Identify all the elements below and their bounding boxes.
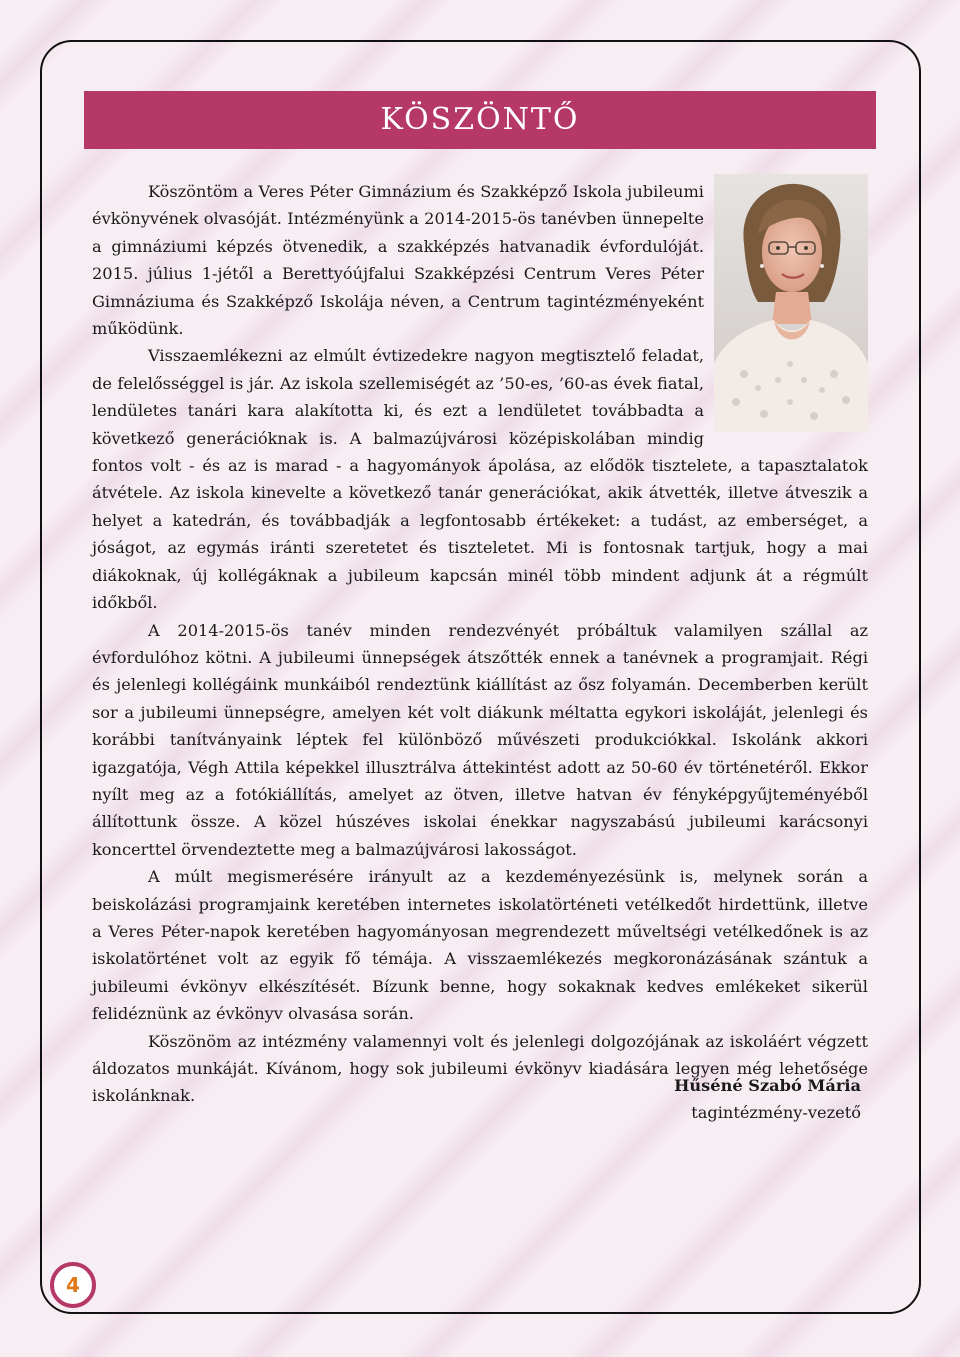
body-text [92, 178, 868, 1110]
paragraph-5: Köszönöm az intézmény valamennyi volt és jelenlegi dolgozójának az iskoláért végzett áldozatos munkáját. Kívánom, hogy sok jubileumi évkönyv kiadására legyen még lehetősége iskolánknak. [92, 1031, 868, 1106]
paragraph-3: A 2014-2015-ös tanév minden rendezvényét próbáltuk valamilyen szállal az évfordulóhoz kötni. A jubileumi ünnepségek átszőtték ennek a tanévnek a programjait. Régi és jelenlegi kollégáink munkáiból rendeztünk kiállítást az ősz folyamán. Decemberben került sor a jubileumi ünnepségre, amelyen két volt diákunk méltatta egykori iskoláját, jelenlegi és korábbi tanítványaink léptek fel különböző művészeti produkciókkal. Iskolánk akkori igazgatója, Végh Attila képekkel illusztrálva áttekintést adott az 50-60 év történetéről. Ekkor nyílt meg az a fotókiállítás, amelyet az ötven, illetve hatvan év fényképgyűjteményéből állítottunk össze. A közel húszéves iskolai énekkar nagyszabású jubileumi karácsonyi koncerttel örvendeztette meg a balmazújvárosi lakosságot. [92, 620, 868, 859]
page-title: KÖSZÖNTŐ [380, 102, 580, 137]
signature-name: Hűséné Szabó Mária [674, 1076, 861, 1095]
page-number-badge [50, 1262, 96, 1308]
paragraph-4: A múlt megismerésére irányult az a kezdeményezésünk is, melynek során a beiskolázási programjaink keretében internetes iskolatörténeti vetélkedőt hirdettünk, illetve a Veres Péter-napok keretében hagyományosan megrendezett műveltségi vetélkedőnek is az iskolatörténet volt az egyik fő témája. A visszaemlékezés megkoronázásának szántuk a jubileumi évkönyv elkészítését. Bízunk benne, hogy sokaknak kedves emlékeket sikerül felidéznünk az évkönyv olvasása során. [92, 867, 868, 1024]
photo-wrap-space [704, 178, 868, 446]
title-banner [84, 91, 876, 149]
page-number: 4 [66, 1273, 80, 1297]
signature-role: tagintézmény-vezető [691, 1103, 861, 1122]
signature-block [600, 1072, 861, 1126]
paragraph-1: Köszöntöm a Veres Péter Gimnázium és Szakképző Iskola jubileumi évkönyvének olvasóját. Intézményünk a 2014-2015-ös tanévben ünnepelte a gimnáziumi képzés ötvenedik, a szakképzés hatvanadik évfordulóját. 2015. július 1-jétől a Berettyóújfalui Szakképzési Centrum Veres Péter Gimnáziuma és Szakképző Iskolája néven, a Centrum tagintézményeként működünk. [92, 182, 704, 339]
paragraph-2: Visszaemlékezni az elmúlt évtizedekre nagyon megtisztelő feladat, de felelősséggel is jár. Az iskola szellemiségét az ’50-es, ’60-as évek fiatal, lendületes tanári kara alakította ki, és ezt a lendületet továbbadta a következő generációknak is. A balmazújvárosi középiskolában mindig fontos volt - és az is marad - a hagyományok ápolása, az elődök tisztelete, a tapasztalatok átvétele. Az iskola kinevelte a következő tanár generációkat, akik átvették, illetve átveszik a helyet a katedrán, és továbbadják a legfontosabb értékeket: a tudást, az emberséget, a jóságot, az egymás iránti szeretetet és tiszteletet. Mi is fontosnak tartjuk, hogy a mai diákoknak, új kollégáknak a jubileum kapcsán minél több mindent adjunk át a régmúlt időkből. [92, 346, 868, 613]
